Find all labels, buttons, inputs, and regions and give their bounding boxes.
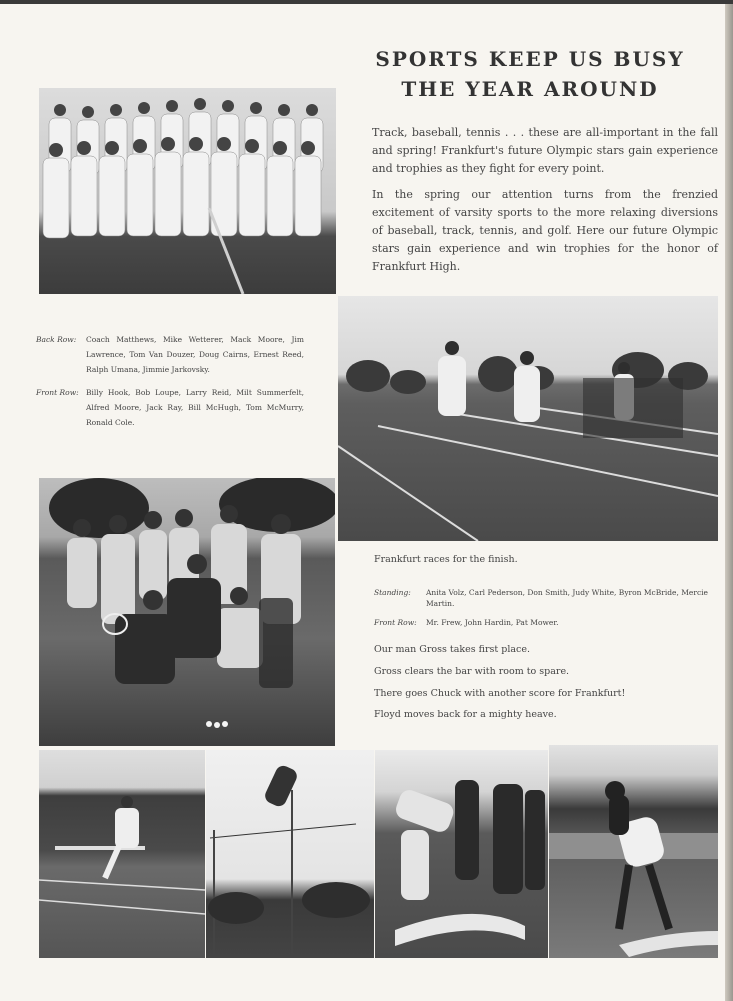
baseball-front-row [36,385,304,430]
baseball-team-photo [39,88,336,294]
baseball-team-figures [39,88,336,294]
race-caption: Frankfurt races for the finish. [374,554,518,565]
discus-throw-scene [549,745,718,958]
back-row-label: Back Row: [36,335,77,344]
photo-caption-2: Gross clears the bar with room to spare. [374,666,570,677]
high-jump-scene [206,750,374,958]
hurdles-photo [39,750,205,958]
standing-names: Anita Volz, Carl Pederson, Don Smith, Judy White, Byron McBride, Mercie Martin. [426,588,708,608]
intro-paragraph-1: Track, baseball, tennis . . . these are all-important in the fall and spring! Frankfurt's future Olympic stars gain experience and trophies as they fight for every point. [372,126,718,175]
baseball-back-row [36,332,304,377]
intro-paragraph-2: In the spring our attention turns from the frenzied excitement of varsity sports to the more relaxing diversions of baseball, track, tennis, and golf. Here our future Olympic stars gain experience and win trophies for the honor of Frankfurt High. [372,188,718,273]
tennis-group-photo [39,478,335,746]
standing-label: Standing: [374,588,411,597]
front-row-names: Billy Hook, Bob Loupe, Larry Reid, Milt Summerfelt, Alfred Moore, Jack Ray, Bill McHugh, Tom McMurry, Ronald Cole. [86,388,304,427]
photo-caption-4: Floyd moves back for a mighty heave. [374,709,557,720]
race-track-scene [338,296,718,541]
front-row-label: Front Row: [36,388,79,397]
page-top-edge [0,0,733,4]
shot-put-photo [375,750,548,958]
tennis-group-figures [39,478,335,746]
page-title: SPORTS KEEP US BUSY THE YEAR AROUND [375,47,685,101]
discus-throw-photo [549,745,718,958]
tennis-front-row-caption [374,617,724,628]
tennis-front-row-label: Front Row: [374,618,417,627]
high-jump-photo [206,750,374,958]
race-photo [338,296,718,541]
hurdles-scene [39,750,205,958]
photo-caption-1: Our man Gross takes first place. [374,644,530,655]
photo-caption-3: There goes Chuck with another score for Frankfurt! [374,688,626,699]
tennis-front-row-names: Mr. Frew, John Hardin, Pat Mower. [426,618,559,627]
tennis-standing-caption [374,587,724,609]
baseball-caption [36,332,304,430]
page-spine [725,0,733,1001]
shot-put-scene [375,750,548,958]
back-row-names: Coach Matthews, Mike Wetterer, Mack Moore, Jim Lawrence, Tom Van Douzer, Doug Cairns, Ernest Reed, Ralph Umana, Jimmie Jarkovsky. [86,335,304,374]
